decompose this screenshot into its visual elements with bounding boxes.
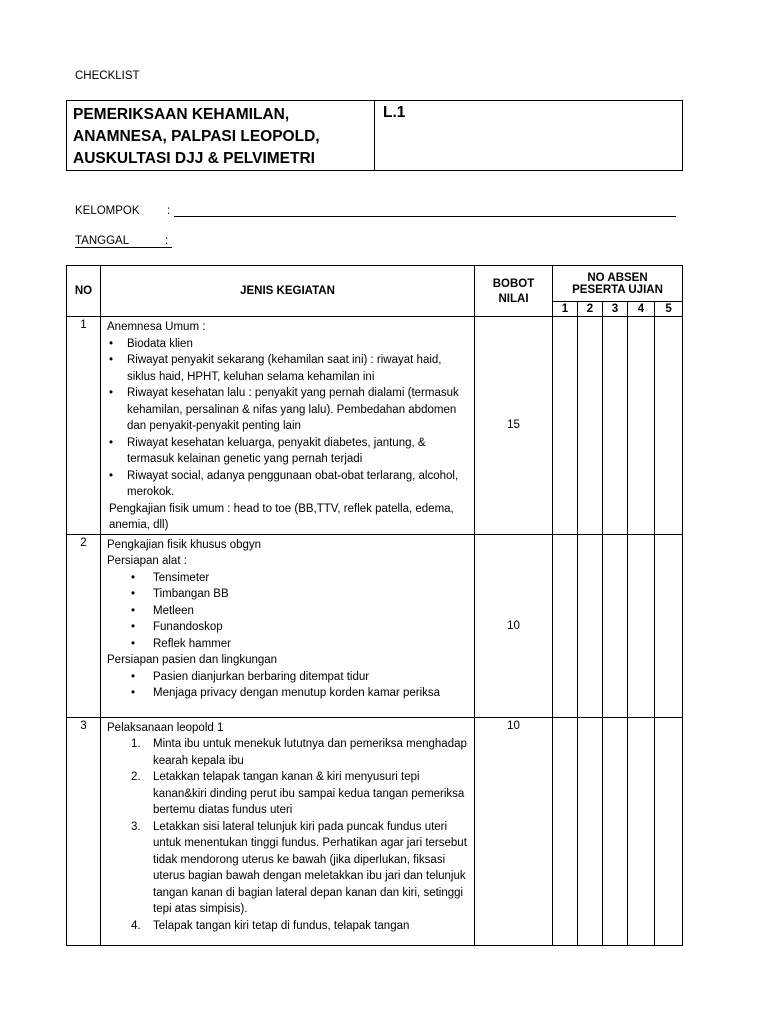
kelompok-field[interactable] — [174, 216, 676, 217]
row-kegiatan — [101, 317, 475, 535]
title-divider — [374, 101, 375, 170]
kelompok-colon: : — [167, 205, 171, 217]
list-item: • Metleen — [107, 603, 470, 620]
bobot-value: 10 — [475, 717, 553, 945]
bullet-list — [107, 669, 470, 702]
table-row — [67, 317, 683, 535]
absen-number: 1 — [553, 302, 578, 317]
row-heading: Pengkajian fisik khusus obgyn — [107, 538, 262, 551]
score-cell[interactable] — [553, 317, 578, 535]
score-cell[interactable] — [603, 534, 628, 717]
title-box — [66, 100, 683, 171]
list-item: • Funandoskop — [107, 619, 470, 636]
checklist-code: L.1 — [383, 104, 406, 121]
row-kegiatan — [101, 534, 475, 717]
list-item: 2. Letakkan telapak tangan kanan & kiri menyusuri tepi kanan&kiri dinding perut ibu sampai kedua tangan pemeriksa bertemu diatas fundus uteri — [131, 771, 465, 816]
score-cell[interactable] — [603, 317, 628, 535]
kelompok-label: KELOMPOK — [75, 205, 140, 217]
tanggal-colon: : — [165, 235, 169, 247]
score-cell[interactable] — [603, 717, 628, 945]
row-subheading: Persiapan pasien dan lingkungan — [107, 654, 278, 666]
row-number: 3 — [67, 717, 101, 945]
row-number: 1 — [67, 317, 101, 535]
tanggal-label: TANGGAL — [75, 235, 130, 247]
row-heading: Anemnesa Umum : — [107, 321, 206, 333]
list-item: 4. Telapak tangan kiri tetap di fundus, telapak tangan — [131, 919, 410, 932]
score-cell[interactable] — [578, 534, 603, 717]
row-kegiatan — [101, 717, 475, 945]
list-item: • Riwayat kesehatan keluarga, penyakit diabetes, jantung, & termasuk kelainan genetic yang pernah terjadi — [107, 435, 470, 468]
tanggal-field[interactable] — [75, 247, 172, 248]
col-no-header: NO — [67, 266, 101, 317]
bullet-list — [107, 336, 470, 501]
score-cell[interactable] — [553, 717, 578, 945]
col-bobot-header: BOBOT NILAI — [475, 266, 553, 317]
numbered-list — [107, 736, 470, 934]
row-number: 2 — [67, 534, 101, 717]
bullet-list — [107, 570, 470, 653]
score-cell[interactable] — [578, 717, 603, 945]
list-item: • Timbangan BB — [107, 586, 470, 603]
row-heading: Pelaksanaan leopold 1 — [107, 721, 224, 734]
list-item: • Biodata klien — [107, 336, 470, 353]
list-item: • Reflek hammer — [107, 636, 470, 653]
col-absen-header: NO ABSEN PESERTA UJIAN — [553, 266, 683, 302]
list-item: • Riwayat penyakit sekarang (kehamilan saat ini) : riwayat haid, siklus haid, HPHT, keluhan selama kehamilan ini — [107, 352, 470, 385]
col-kegiatan-header: JENIS KEGIATAN — [101, 266, 475, 317]
doc-label: CHECKLIST — [75, 70, 140, 82]
table-row — [67, 717, 683, 945]
row-footer: Pengkajian fisik umum : head to toe (BB,TTV, reflek patella, edema, anemia, dll) — [109, 502, 454, 531]
score-cell[interactable] — [553, 534, 578, 717]
absen-number: 3 — [603, 302, 628, 317]
list-item: 1. Minta ibu untuk menekuk lututnya dan pemeriksa menghadap kearah kepala ibu — [131, 738, 467, 767]
bobot-value: 10 — [475, 534, 553, 717]
absen-number: 4 — [628, 302, 655, 317]
score-cell[interactable] — [655, 717, 683, 945]
page-title: PEMERIKSAAN KEHAMILAN, ANAMNESA, PALPASI LEOPOLD, AUSKULTASI DJJ & PELVIMETRI — [73, 106, 320, 167]
checklist-table — [66, 265, 683, 946]
bobot-value: 15 — [475, 317, 553, 535]
list-item: • Tensimeter — [107, 570, 470, 587]
score-cell[interactable] — [578, 317, 603, 535]
list-item: 3. Letakkan sisi lateral telunjuk kiri pada puncak fundus uteri untuk menentukan tinggi fundus. Perhatikan agar jari tersebut tidak mendorong uterus ke bawah (jika diperlukan, fiksasi uterus bagian bawah dengan meletakkan ibu jari dan telunjuk tangan kanan di bagian lateral depan kanan dan kiri, setinggi tepi atas simpisis). — [131, 820, 467, 915]
score-cell[interactable] — [655, 534, 683, 717]
score-cell[interactable] — [655, 317, 683, 535]
absen-number: 5 — [655, 302, 683, 317]
table-row — [67, 534, 683, 717]
score-cell[interactable] — [628, 717, 655, 945]
row-subheading: Persiapan alat : — [107, 555, 187, 567]
list-item: • Riwayat social, adanya penggunaan obat-obat terlarang, alcohol, merokok. — [107, 468, 470, 501]
score-cell[interactable] — [628, 317, 655, 535]
absen-number: 2 — [578, 302, 603, 317]
list-item: • Menjaga privacy dengan menutup korden kamar periksa — [107, 685, 470, 702]
list-item: • Pasien dianjurkan berbaring ditempat tidur — [107, 669, 470, 686]
list-item: • Riwayat kesehatan lalu : penyakit yang pernah dialami (termasuk kehamilan, persalinan & nifas yang lalu). Pembedahan abdomen dan penyakit-penyakit penting lain — [107, 385, 470, 435]
score-cell[interactable] — [628, 534, 655, 717]
